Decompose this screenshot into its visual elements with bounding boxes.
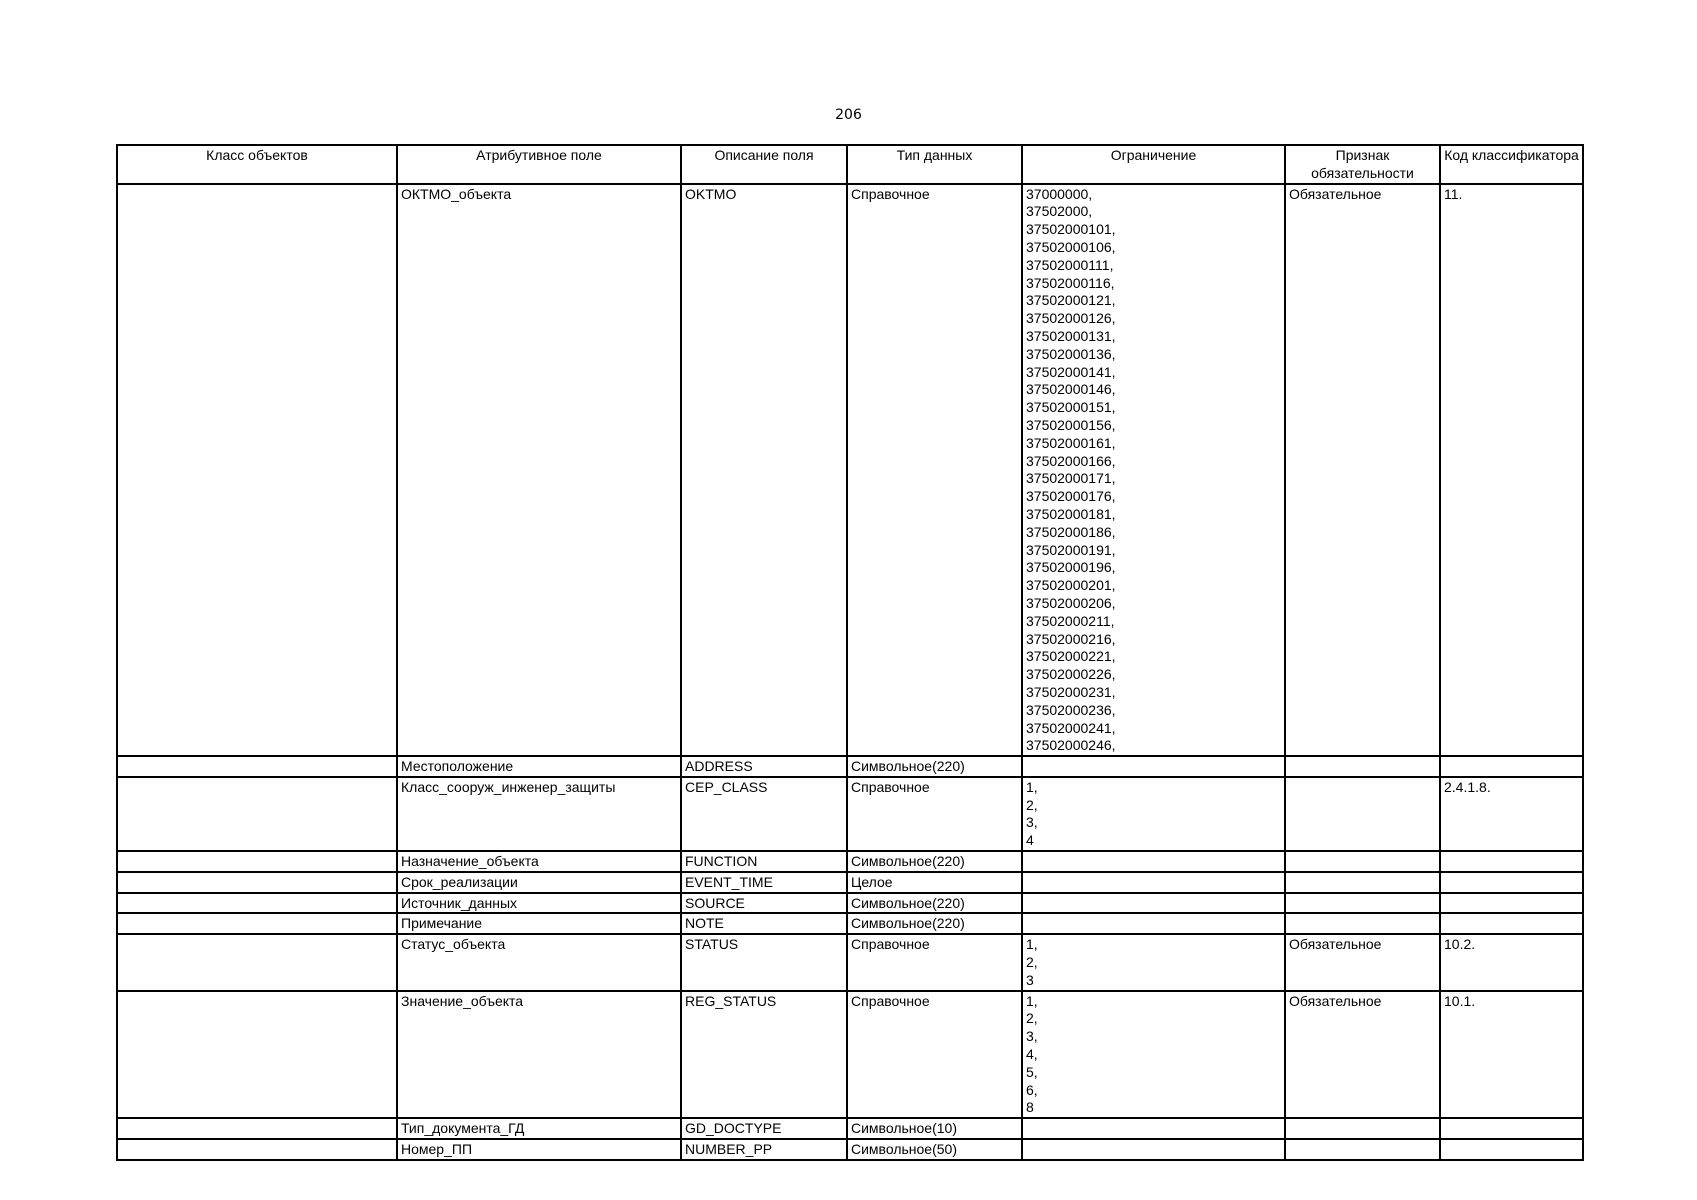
cell-field-description: ADDRESS bbox=[681, 756, 847, 777]
cell-data-type: Символьное(10) bbox=[847, 1118, 1022, 1139]
cell-object-class bbox=[117, 872, 397, 893]
cell-data-type: Справочное bbox=[847, 991, 1022, 1119]
cell-required-flag bbox=[1285, 777, 1440, 851]
cell-classifier-code bbox=[1440, 1139, 1583, 1160]
cell-constraint bbox=[1022, 756, 1285, 777]
cell-object-class bbox=[117, 777, 397, 851]
cell-field-description: NUMBER_PP bbox=[681, 1139, 847, 1160]
cell-field-description: REG_STATUS bbox=[681, 991, 847, 1119]
cell-required-flag bbox=[1285, 756, 1440, 777]
cell-object-class bbox=[117, 893, 397, 914]
cell-constraint bbox=[1022, 872, 1285, 893]
table-row bbox=[117, 913, 1583, 934]
cell-constraint bbox=[1022, 893, 1285, 914]
cell-attribute-field: Примечание bbox=[397, 913, 681, 934]
cell-classifier-code bbox=[1440, 893, 1583, 914]
cell-data-type: Символьное(220) bbox=[847, 893, 1022, 914]
cell-field-description: EVENT_TIME bbox=[681, 872, 847, 893]
cell-data-type: Символьное(220) bbox=[847, 851, 1022, 872]
cell-data-type: Символьное(220) bbox=[847, 913, 1022, 934]
table-row bbox=[117, 893, 1583, 914]
cell-field-description: OKTMO bbox=[681, 184, 847, 757]
table-row bbox=[117, 184, 1583, 757]
cell-required-flag: Обязательное bbox=[1285, 184, 1440, 757]
cell-field-description: GD_DOCTYPE bbox=[681, 1118, 847, 1139]
cell-object-class bbox=[117, 913, 397, 934]
cell-classifier-code: 2.4.1.8. bbox=[1440, 777, 1583, 851]
cell-attribute-field: Значение_объекта bbox=[397, 991, 681, 1119]
cell-field-description: SOURCE bbox=[681, 893, 847, 914]
cell-required-flag bbox=[1285, 1118, 1440, 1139]
cell-required-flag bbox=[1285, 913, 1440, 934]
cell-field-description: CEP_CLASS bbox=[681, 777, 847, 851]
cell-constraint: 1, 2, 3, 4 bbox=[1022, 777, 1285, 851]
cell-field-description: NOTE bbox=[681, 913, 847, 934]
table-row bbox=[117, 872, 1583, 893]
cell-required-flag: Обязательное bbox=[1285, 934, 1440, 990]
header-constraint: Ограничение bbox=[1022, 145, 1285, 184]
cell-required-flag bbox=[1285, 1139, 1440, 1160]
table-row bbox=[117, 991, 1583, 1119]
cell-classifier-code bbox=[1440, 756, 1583, 777]
cell-required-flag bbox=[1285, 893, 1440, 914]
table-row bbox=[117, 1118, 1583, 1139]
cell-data-type: Символьное(50) bbox=[847, 1139, 1022, 1160]
cell-classifier-code: 10.2. bbox=[1440, 934, 1583, 990]
header-attribute-field: Атрибутивное поле bbox=[397, 145, 681, 184]
table-row bbox=[117, 1139, 1583, 1160]
table-row bbox=[117, 851, 1583, 872]
cell-classifier-code bbox=[1440, 913, 1583, 934]
cell-object-class bbox=[117, 756, 397, 777]
header-field-description: Описание поля bbox=[681, 145, 847, 184]
cell-attribute-field: Статус_объекта bbox=[397, 934, 681, 990]
cell-attribute-field: Тип_документа_ГД bbox=[397, 1118, 681, 1139]
cell-data-type: Справочное bbox=[847, 777, 1022, 851]
cell-attribute-field: Срок_реализации bbox=[397, 872, 681, 893]
cell-field-description: FUNCTION bbox=[681, 851, 847, 872]
cell-object-class bbox=[117, 991, 397, 1119]
header-object-class: Класс объектов bbox=[117, 145, 397, 184]
table-row bbox=[117, 756, 1583, 777]
cell-object-class bbox=[117, 851, 397, 872]
cell-classifier-code bbox=[1440, 851, 1583, 872]
cell-object-class bbox=[117, 1139, 397, 1160]
header-classifier-code: Код классификатора bbox=[1440, 145, 1583, 184]
cell-attribute-field: Назначение_объекта bbox=[397, 851, 681, 872]
cell-data-type: Целое bbox=[847, 872, 1022, 893]
cell-classifier-code: 11. bbox=[1440, 184, 1583, 757]
cell-attribute-field: Источник_данных bbox=[397, 893, 681, 914]
cell-constraint bbox=[1022, 1118, 1285, 1139]
attribute-table bbox=[116, 144, 1584, 1161]
page-number: 206 bbox=[835, 107, 862, 123]
cell-data-type: Справочное bbox=[847, 934, 1022, 990]
cell-constraint bbox=[1022, 913, 1285, 934]
cell-object-class bbox=[117, 1118, 397, 1139]
table-header-row bbox=[117, 145, 1583, 184]
cell-attribute-field: Местоположение bbox=[397, 756, 681, 777]
cell-classifier-code: 10.1. bbox=[1440, 991, 1583, 1119]
cell-attribute-field: Номер_ПП bbox=[397, 1139, 681, 1160]
cell-constraint bbox=[1022, 851, 1285, 872]
cell-object-class bbox=[117, 184, 397, 757]
cell-constraint: 1, 2, 3, 4, 5, 6, 8 bbox=[1022, 991, 1285, 1119]
cell-classifier-code bbox=[1440, 1118, 1583, 1139]
cell-attribute-field: Класс_сооруж_инженер_защиты bbox=[397, 777, 681, 851]
cell-constraint bbox=[1022, 1139, 1285, 1160]
cell-data-type: Символьное(220) bbox=[847, 756, 1022, 777]
cell-required-flag bbox=[1285, 851, 1440, 872]
cell-classifier-code bbox=[1440, 872, 1583, 893]
cell-data-type: Справочное bbox=[847, 184, 1022, 757]
cell-attribute-field: ОКТМО_объекта bbox=[397, 184, 681, 757]
header-required-flag: Признак обязательности bbox=[1285, 145, 1440, 184]
cell-required-flag: Обязательное bbox=[1285, 991, 1440, 1119]
cell-constraint: 37000000, 37502000, 37502000101, 37502000106, 37502000111, 37502000116, 37502000121, 37502000126, 37502000131, 37502000136, 37502000141, 37502000146, 37502000151, 37502000156, 37502000161, 37502000166, 37502000171, 37502000176, 37502000181, 37502000186, 37502000191, 37502000196, 37502000201, 37502000206, 37502000211, 37502000216, 37502000221, 37502000226, 37502000231, 37502000236, 37502000241, 37502000246, bbox=[1022, 184, 1285, 757]
cell-constraint: 1, 2, 3 bbox=[1022, 934, 1285, 990]
cell-object-class bbox=[117, 934, 397, 990]
cell-required-flag bbox=[1285, 872, 1440, 893]
header-data-type: Тип данных bbox=[847, 145, 1022, 184]
cell-field-description: STATUS bbox=[681, 934, 847, 990]
table-row bbox=[117, 777, 1583, 851]
table-row bbox=[117, 934, 1583, 990]
